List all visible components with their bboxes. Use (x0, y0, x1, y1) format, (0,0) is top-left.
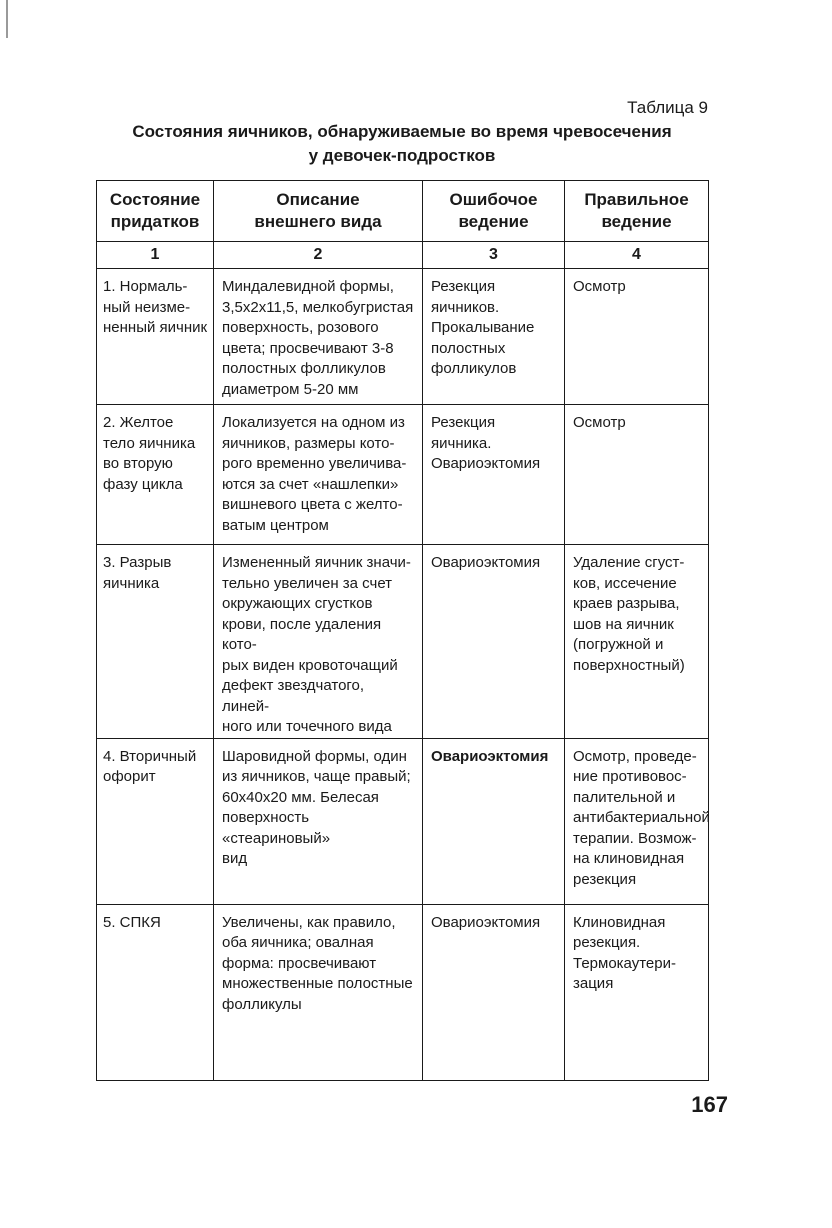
table-caption (96, 120, 708, 168)
scan-edge-line (6, 0, 8, 38)
caption-line-2: у девочек-подростков (308, 146, 496, 165)
cell-wrong-management: Резекция яичника. Овариоэктомия (423, 405, 565, 545)
column-number: 4 (565, 242, 709, 269)
table-row (97, 904, 709, 1080)
column-number: 1 (97, 242, 214, 269)
cell-right-management: Осмотр (565, 405, 709, 545)
table-row (97, 545, 709, 739)
cell-state: 4. Вторичный офорит (97, 738, 214, 904)
cell-description: Миндалевидной формы, 3,5х2х11,5, мелкобугристая поверхность, розового цвета; просвечивают 3-8 полостных фолликулов диаметром 5-20 мм (214, 269, 423, 405)
column-number-row (97, 242, 709, 269)
cell-right-management: Удаление сгуст- ков, иссечение краев разрыва, шов на яичник (погружной и поверхностный) (565, 545, 709, 739)
cell-description: Увеличены, как правило, оба яичника; овалная форма: просвечивают множественные полостные фолликулы (214, 904, 423, 1080)
column-number: 3 (423, 242, 565, 269)
cell-description: Измененный яичник значи- тельно увеличен за счет окружающих сгустков крови, после удаления кото- рых виден кровоточащий дефект звездчатого, линей- ного или точечного вида (214, 545, 423, 739)
ovary-conditions-table (96, 180, 709, 1081)
header-state: Состояние придатков (97, 181, 214, 242)
cell-right-management: Осмотр (565, 269, 709, 405)
caption-line-1: Состояния яичников, обнаруживаемые во время чревосечения (132, 122, 672, 141)
cell-state: 5. СПКЯ (97, 904, 214, 1080)
cell-state: 3. Разрыв яичника (97, 545, 214, 739)
header-right-management: Правильное ведение (565, 181, 709, 242)
cell-state: 1. Нормаль- ный неизме- ненный яичник (97, 269, 214, 405)
table-header-row (97, 181, 709, 242)
table-row (97, 269, 709, 405)
header-description: Описание внешнего вида (214, 181, 423, 242)
cell-wrong-management: Овариоэктомия (423, 545, 565, 739)
column-number: 2 (214, 242, 423, 269)
cell-right-management: Осмотр, проведе- ние противовос- палительной и антибактериальной терапии. Возмож- на клиновидная резекция (565, 738, 709, 904)
cell-wrong-management: Овариоэктомия (423, 904, 565, 1080)
cell-state: 2. Желтое тело яичника во вторую фазу цикла (97, 405, 214, 545)
page-number: 167 (691, 1092, 728, 1117)
header-wrong-management: Ошибочое ведение (423, 181, 565, 242)
cell-description: Шаровидной формы, один из яичников, чаще правый; 60х40х20 мм. Белесая поверхность «стеариновый» вид (214, 738, 423, 904)
cell-wrong-management: Овариоэктомия (423, 738, 565, 904)
table-row (97, 405, 709, 545)
cell-wrong-management: Резекция яичников. Прокалывание полостных фолликулов (423, 269, 565, 405)
table-label: Таблица 9 (627, 98, 708, 117)
cell-description: Локализуется на одном из яичников, размеры кото- рого временно увеличива- ются за счет «нашлепки» вишневого цвета с желто- ватым центром (214, 405, 423, 545)
table-row (97, 738, 709, 904)
cell-right-management: Клиновидная резекция. Термокаутери- зация (565, 904, 709, 1080)
